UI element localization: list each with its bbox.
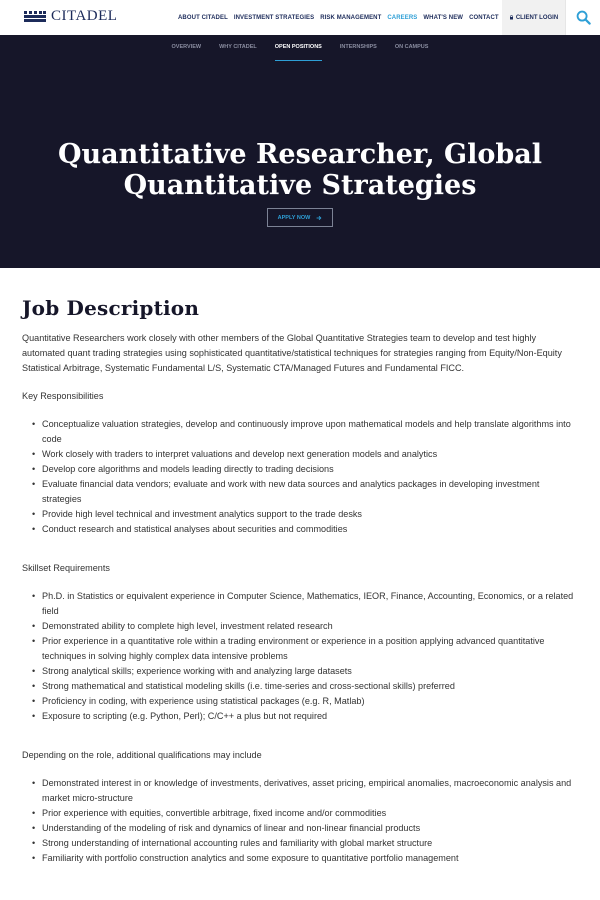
apply-now-button[interactable]: [267, 208, 333, 227]
client-login-label: CLIENT LOGIN: [515, 14, 559, 21]
nav-item-contact[interactable]: CONTACT: [469, 14, 499, 21]
list-item: • Ph.D. in Statistics or equivalent experience in Computer Science, Mathematics, IEOR, Finance, Accounting, Economics, or a related field: [42, 589, 578, 619]
list-item: • Prior experience in a quantitative role within a trading environment or experience in a position applying advanced quantitative techniques in solving highly complex data intensive problems: [42, 634, 578, 664]
job-description-heading: Job Description: [22, 296, 200, 320]
lock-icon: [509, 15, 514, 20]
search-button[interactable]: [565, 0, 600, 35]
main-nav: [178, 0, 505, 35]
list-item: • Exposure to scripting (e.g. Python, Perl); C/C++ a plus but not required: [42, 709, 578, 724]
list-item: • Develop core algorithms and models leading directly to trading decisions: [42, 462, 578, 477]
list-item: • Demonstrated interest in or knowledge of investments, derivatives, asset pricing, empirical anomalies, macroeconomic analysis and market micro-structure: [42, 776, 578, 806]
client-login-button[interactable]: [502, 0, 565, 35]
list-item: • Conceptualize valuation strategies, develop and continuously improve upon mathematical models and help translate algorithms into code: [42, 417, 578, 447]
list-item: • Familiarity with portfolio construction analytics and some exposure to quantitative portfolio management: [42, 851, 578, 866]
job-description: [22, 295, 578, 866]
section-list: [22, 417, 578, 537]
nav-item-investment-strategies[interactable]: INVESTMENT STRATEGIES: [233, 14, 315, 21]
subnav-tab-on-campus[interactable]: ON CAMPUS: [394, 44, 429, 50]
search-icon: [576, 10, 591, 25]
subnav-tab-overview[interactable]: OVERVIEW: [171, 44, 202, 50]
list-item: • Proficiency in coding, with experience using statistical packages (e.g. R, Matlab): [42, 694, 578, 709]
arrow-right-icon: [316, 215, 322, 221]
list-item: • Prior experience with equities, convertible arbitrage, fixed income and/or commodities: [42, 806, 578, 821]
job-title: Quantitative Researcher, Global Quantitative Strategies: [58, 139, 542, 201]
section-list: [22, 589, 578, 724]
list-item: • Work closely with traders to interpret valuations and develop next generation models and analytics: [42, 447, 578, 462]
subnav-tab-internships[interactable]: INTERNSHIPS: [339, 44, 377, 50]
site-header: [0, 0, 600, 35]
careers-subnav: [0, 35, 600, 60]
job-sections: [22, 389, 578, 866]
section-title: Key Responsibilities: [22, 391, 104, 401]
section-list: [22, 776, 578, 866]
list-item: • Demonstrated ability to complete high level, investment related research: [42, 619, 578, 634]
nav-item-what-s-new[interactable]: WHAT'S NEW: [423, 14, 464, 21]
citadel-logo-icon: [24, 11, 46, 22]
list-item: • Conduct research and statistical analyses about securities and commodities: [42, 522, 578, 537]
list-item: • Provide high level technical and investment analytics support to the trade desks: [42, 507, 578, 522]
logo-text: CITADEL: [51, 8, 118, 24]
job-intro: Quantitative Researchers work closely with other members of the Global Quantitative Strategies team to develop and test highly automated quant trading strategies using sophisticated quantitative/statistical techniques for strategies ranging from Equity/Non-Equity Statistical Arbitrage, Systematic Fundamental L/S, Systematic CTA/Managed Futures and Fundamental FICC.: [22, 333, 562, 373]
subnav-tab-why-citadel[interactable]: WHY CITADEL: [219, 44, 257, 50]
list-item: • Understanding of the modeling of risk and dynamics of linear and non-linear financial products: [42, 821, 578, 836]
citadel-logo[interactable]: [24, 9, 117, 23]
list-item: • Strong mathematical and statistical modeling skills (i.e. time-series and cross-sectional skills) preferred: [42, 679, 578, 694]
list-item: • Strong understanding of international accounting rules and familiarity with global market structure: [42, 836, 578, 851]
apply-now-label: APPLY NOW: [277, 214, 311, 221]
nav-item-careers[interactable]: CAREERS: [387, 14, 418, 21]
nav-item-about-citadel[interactable]: ABOUT CITADEL: [178, 14, 228, 21]
list-item: • Strong analytical skills; experience working with and analyzing large datasets: [42, 664, 578, 679]
subnav-tab-open-positions[interactable]: OPEN POSITIONS: [275, 35, 322, 60]
list-item: • Evaluate financial data vendors; evaluate and work with new data sources and analytics packages in developing investment strategies: [42, 477, 578, 507]
hero-banner: [0, 35, 600, 268]
nav-item-risk-management[interactable]: RISK MANAGEMENT: [320, 14, 382, 21]
section-title: Depending on the role, additional qualifications may include: [22, 750, 262, 760]
section-title: Skillset Requirements: [22, 563, 110, 573]
